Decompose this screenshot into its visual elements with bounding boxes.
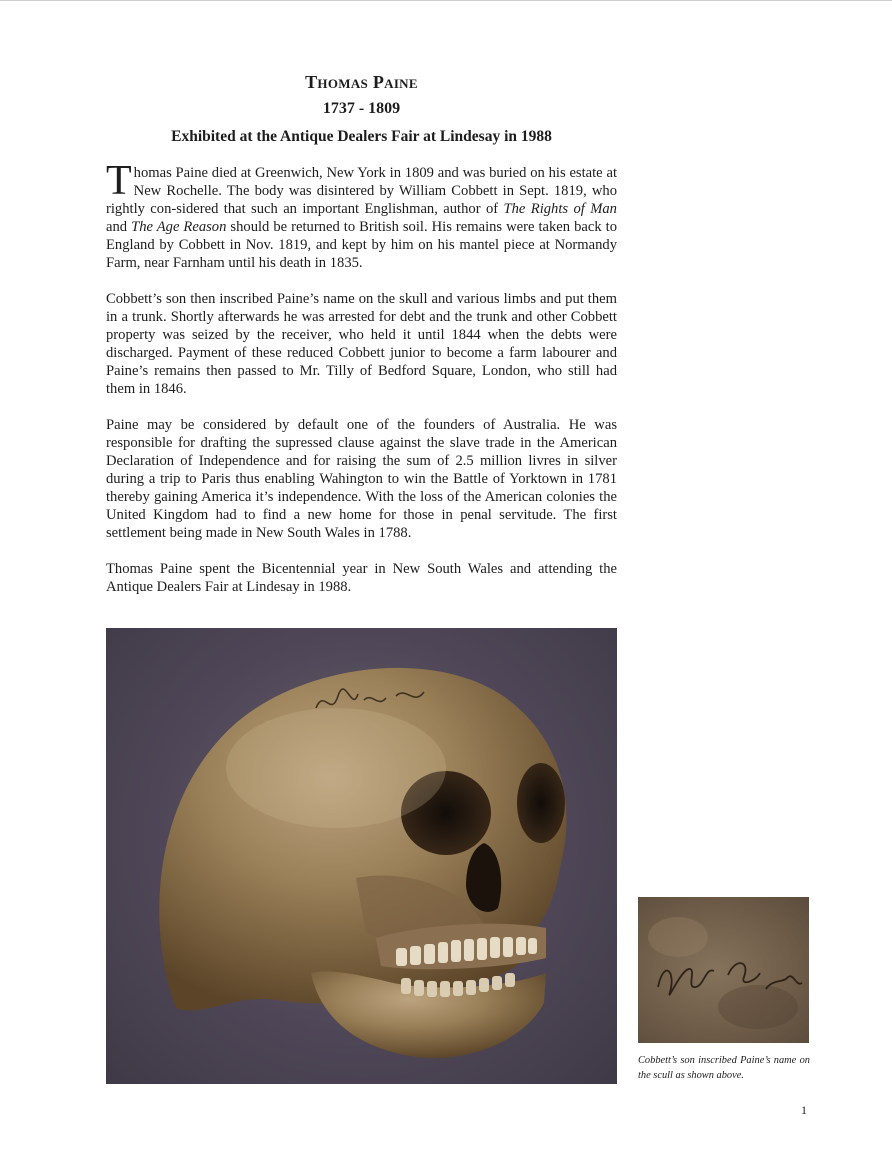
page-title: Thomas Paine xyxy=(305,72,418,92)
paragraph-2: Cobbett’s son then inscribed Paine’s name on the skull and various limbs and put them in a trunk. Shortly afterwards he was arrested for debt and the trunk and other Cobbett property was seized by the receiver, who held it until 1844 when the debts were discharged. Payment of these reduced Cobbett junior to become a farm labourer and Paine’s remains then passed to Mr. Tilly of Bedford Square, London, who still had them in 1846. xyxy=(106,291,617,397)
paragraph-1 xyxy=(106,158,617,272)
book-title-age-reason: The Age Reason xyxy=(131,219,227,235)
paragraph-1-text-a: homas Paine died at Greenwich, New York in 1809 and was buried on his estate at New Rochelle. The body was disintered by William Cobbett in Sept. 1819, who rightly con-sidered that such an important Englishman, author of xyxy=(106,165,617,217)
page-top-edge xyxy=(0,0,892,1)
drop-cap: T xyxy=(106,158,132,204)
inscription-detail-photo xyxy=(638,897,809,1043)
inscription-illustration xyxy=(638,897,809,1043)
skull-photo xyxy=(106,628,617,1084)
page-number: 1 xyxy=(801,1103,807,1117)
skull-illustration xyxy=(106,628,617,1084)
book-title-rights-of-man: The Rights of Man xyxy=(503,201,617,217)
paragraph-4: Thomas Paine spent the Bicentennial year in New South Wales and attending the Antique Dealers Fair at Lindesay in 1988. xyxy=(106,561,617,595)
paragraph-3: Paine may be considered by default one of the founders of Australia. He was responsible for drafting the supressed clause against the slave trade in the American Declaration of Independence and for raising the sum of 2.5 million livres in silver during a trip to Paris thus enabling Wahington to win the Battle of Yorktown in 1781 thereby gaining America it’s independence. With the loss of the American colonies the United Kingdom had to find a new home for those in penal servitude. The first settlement being made in New South Wales in 1788. xyxy=(106,417,617,541)
paragraph-1-and: and xyxy=(106,219,132,235)
photo-caption: Cobbett’s son inscribed Paine’s name on the scull as shown above. xyxy=(638,1055,810,1081)
life-dates: 1737 - 1809 xyxy=(322,100,401,117)
paragraph-1-text-b: should be returned to British soil. His remains were taken back to England by Cobbett in Nov. 1819, and kept by him on his mantel piece at Normandy Farm, near Farnham until his death in 1835. xyxy=(106,219,617,271)
article-body xyxy=(106,158,617,614)
exhibition-subtitle: Exhibited at the Antique Dealers Fair at Lindesay in 1988 xyxy=(171,128,552,145)
